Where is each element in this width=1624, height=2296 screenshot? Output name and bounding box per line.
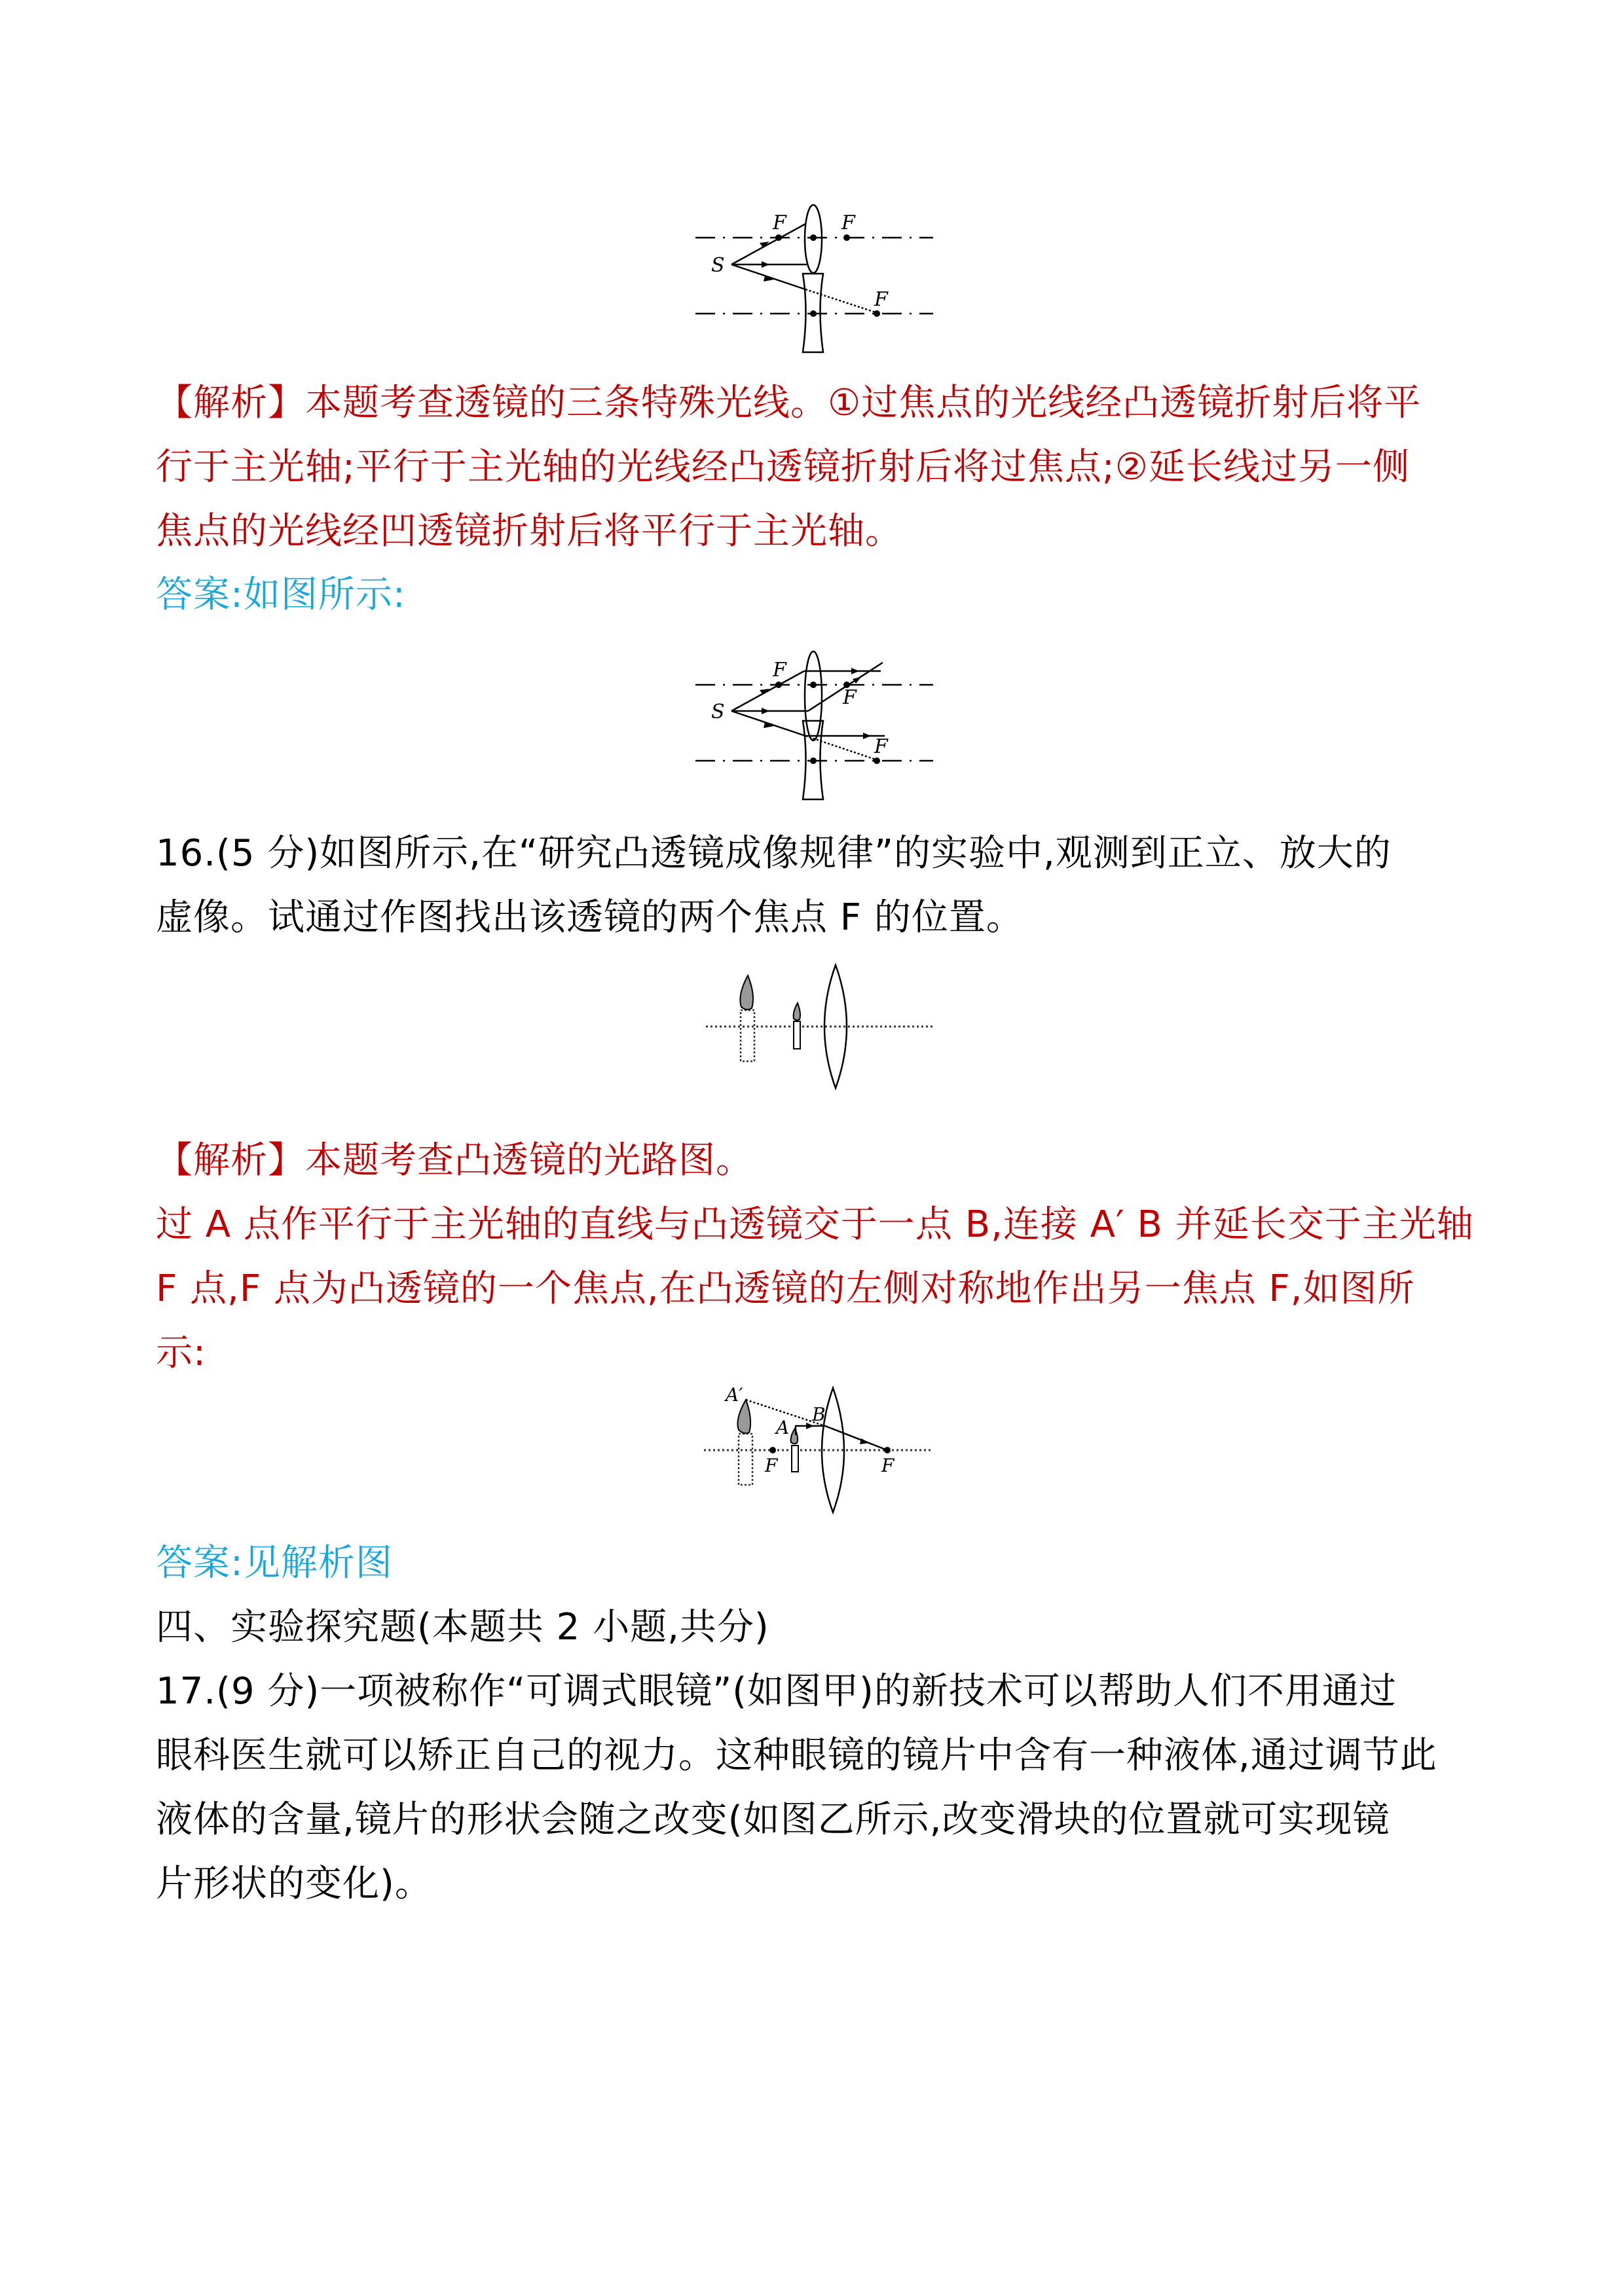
label-f: F — [765, 1455, 778, 1476]
analysis-line: 示: — [156, 1332, 206, 1374]
analysis-line: F 点,F 点为凸透镜的一个焦点,在凸透镜的左侧对称地作出另一焦点 F,如图所 — [156, 1267, 1415, 1310]
question-line: 16.(5 分)如图所示,在“研究凸透镜成像规律”的实验中,观测到正立、放大的 — [156, 832, 1392, 875]
label-f: F — [843, 686, 857, 709]
question-line: 17.(9 分)一项被称作“可调式眼镜”(如图甲)的新技术可以帮助人们不用通过 — [156, 1670, 1397, 1713]
label-f: F — [874, 288, 888, 311]
answer-text: 答案:如图所示: — [156, 574, 406, 616]
question-line: 虚像。试通过作图找出该透镜的两个焦点 F 的位置。 — [156, 896, 1024, 939]
analysis-line: 行于主光轴;平行于主光轴的光线经凸透镜折射后将过焦点;②延长线过另一侧 — [156, 446, 1410, 488]
label-f: F — [773, 659, 786, 682]
label-a-prime: A′ — [726, 1384, 743, 1406]
label-f: F — [773, 211, 786, 234]
label-s: S — [711, 701, 725, 723]
label-a: A — [776, 1417, 790, 1438]
analysis-line: 焦点的光线经凹透镜折射后将平行于主光轴。 — [156, 510, 902, 553]
lens-diagram-answer-15 — [655, 629, 969, 812]
question-line: 液体的含量,镜片的形状会随之改变(如图乙所示,改变滑块的位置就可实现镜 — [156, 1798, 1390, 1841]
lens-diagram-question-15 — [655, 183, 969, 367]
section-heading: 四、实验探究题(本题共 2 小题,共分) — [156, 1606, 769, 1649]
answer-text: 答案:见解析图 — [156, 1542, 393, 1584]
analysis-line: 【解析】本题考查透镜的三条特殊光线。①过焦点的光线经凸透镜折射后将平 — [156, 382, 1422, 424]
analysis-line: 过 A 点作平行于主光轴的直线与凸透镜交于一点 B,连接 A′ B 并延长交于主光轴 — [156, 1203, 1474, 1246]
candle-lens-diagram-question-16 — [681, 943, 943, 1100]
label-s: S — [711, 254, 725, 277]
candle-lens-diagram-answer-16 — [694, 1362, 943, 1519]
label-f: F — [874, 735, 888, 758]
label-b: B — [812, 1404, 826, 1425]
question-line: 眼科医生就可以矫正自己的视力。这种眼镜的镜片中含有一种液体,通过调节此 — [156, 1734, 1437, 1777]
analysis-line: 【解析】本题考查凸透镜的光路图。 — [156, 1139, 753, 1182]
label-f: F — [881, 1455, 895, 1476]
question-line: 片形状的变化)。 — [156, 1863, 432, 1905]
label-f: F — [841, 211, 855, 234]
